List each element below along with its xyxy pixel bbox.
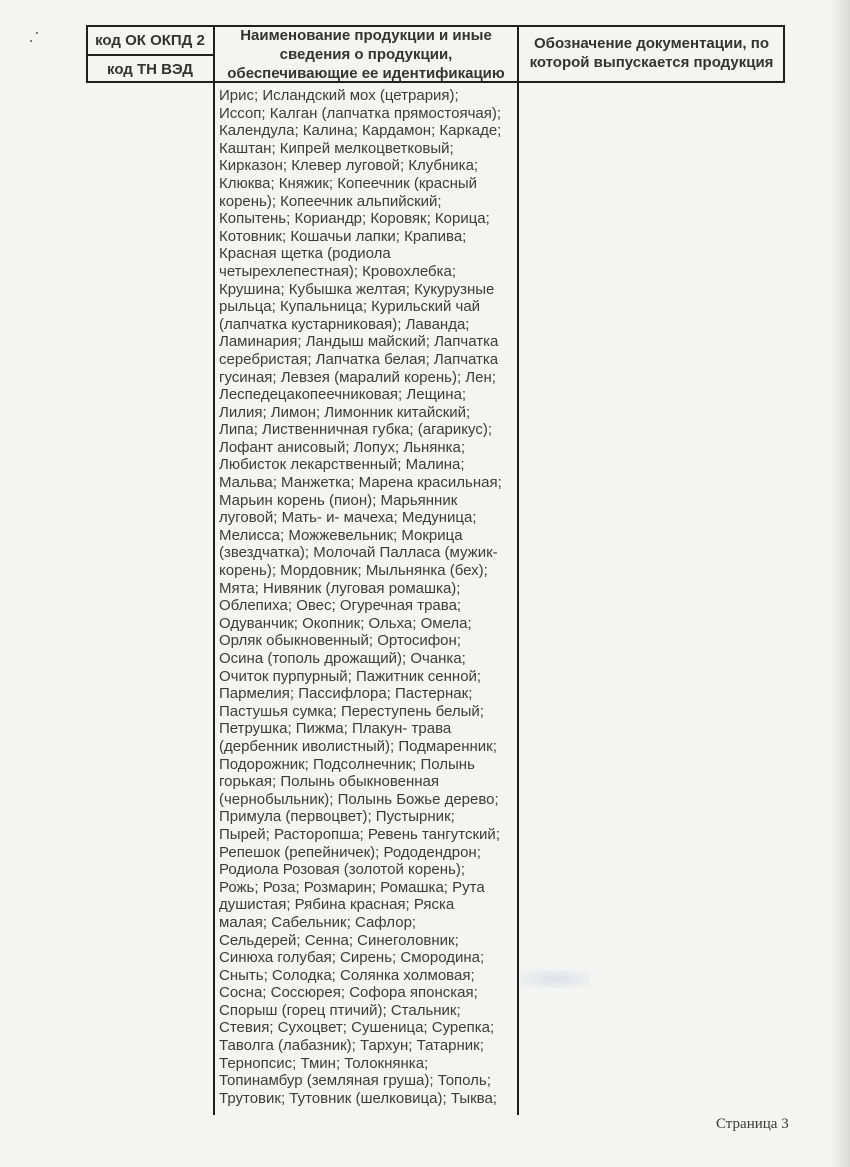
product-list-line: Клюква; Княжик; Копеечник (красный (219, 174, 478, 192)
product-list-line: Таволга (лабазник); Тархун; Татарник; (219, 1037, 484, 1055)
product-list-line: серебристая; Лапчатка белая; Лапчатка (219, 350, 499, 368)
product-list-line: Любисток лекарственный; Малина; (219, 456, 465, 474)
product-list-line: Каштан; Кипрей мелкоцветковый; (219, 139, 454, 157)
product-list-line: Ламинария; Ландыш майский; Лапчатка (219, 333, 499, 351)
product-list-line: Сельдерей; Сенна; Синеголовник; (219, 931, 459, 949)
product-list-line: Репешок (репейничек); Рододендрон; (219, 843, 481, 861)
product-list-line: Сосна; Соссюрея; Софора японская; (219, 984, 478, 1002)
product-list-line: Липа; Лиственничная губка; (агарикус); (219, 421, 493, 439)
product-list-line: Одуванчик; Окопник; Ольха; Омела; (219, 614, 472, 632)
product-list-line: Кирказон; Клевер луговой; Клубника; (219, 157, 479, 175)
product-list-line: Топинамбур (земляная груша); Тополь; (219, 1072, 491, 1090)
product-list-line: Тернопсис; Тмин; Толокнянка; (219, 1054, 429, 1072)
product-list-line: Родиола Розовая (золотой корень); (219, 861, 466, 879)
product-list-cell (219, 87, 517, 1107)
product-list-line: Петрушка; Пижма; Плакун- трава (219, 720, 452, 738)
product-list-line: Марьин корень (пион); Марьянник (219, 491, 458, 509)
product-list-line: Примула (первоцвет); Пустырник; (219, 808, 455, 826)
product-table (86, 25, 785, 1115)
product-list-line: Копытень; Кориандр; Коровяк; Корица; (219, 210, 490, 228)
product-list-line: луговой; Мать- и- мачеха; Медуница; (219, 509, 477, 527)
product-list-line: Синюха голубая; Сирень; Смородина; (219, 949, 485, 967)
product-list-line: Мята; Нивяник (луговая ромашка); (219, 579, 461, 597)
product-list-line: Пастушья сумка; Переступень белый; (219, 702, 484, 720)
scan-specks (30, 30, 50, 50)
product-list-line: Спорыш (горец птичий); Стальник; (219, 1001, 461, 1019)
header-tnved-code: код ТН ВЭД (107, 60, 193, 78)
product-list-line: Очиток пурпурный; Пажитник сенной; (219, 667, 482, 685)
product-list-line: Иссоп; Калган (лапчатка прямостоячая); (219, 104, 502, 122)
product-list-line: горькая; Полынь обыкновенная (219, 773, 440, 791)
product-list-line: Мальва; Манжетка; Марена красильная; (219, 474, 502, 492)
product-list-line: Орляк обыкновенный; Ортосифон; (219, 632, 461, 650)
header-documentation: Обозначение документации, по которой выпускается продукция (529, 35, 774, 71)
product-list-line: Пармелия; Пассифлора; Пастернак; (219, 685, 473, 703)
header-product-name: Наименование продукции и иные сведения о продукции, обеспечивающие ее идентификацию (227, 27, 505, 82)
product-list-line: (звездчатка); Молочай Палласа (мужик- (219, 544, 498, 562)
product-list-line: Подорожник; Подсолнечник; Полынь (219, 755, 475, 773)
product-list-line: Крушина; Кубышка желтая; Кукурузные (219, 280, 495, 298)
product-list-line: корень); Копеечник альпийский; (219, 192, 442, 210)
product-list-line: Котовник; Кошачьи лапки; Крапива; (219, 227, 467, 245)
product-list-line: (лапчатка кустарниковая); Лаванда; (219, 315, 470, 333)
product-list-line: Осина (тополь дрожащий); Очанка; (219, 650, 466, 667)
product-list-line: малая; Сабельник; Сафлор; (219, 913, 417, 931)
product-list-line: душистая; Рябина красная; Ряска (219, 896, 455, 914)
product-list-line: рыльца; Купальница; Курильский чай (219, 298, 481, 316)
product-list-line: Рожь; Роза; Розмарин; Ромашка; Рута (219, 878, 485, 896)
faint-stamp-mark (520, 970, 590, 988)
product-list-line: четырехлепестная); Кровохлебка; (219, 262, 456, 280)
product-list-line: (чернобыльник); Полынь Божье дерево; (219, 790, 499, 808)
product-list-line: Пырей; Расторопша; Ревень тангутский; (219, 825, 500, 843)
product-list-line: гусиная; Левзея (маралий корень); Лен; (219, 368, 496, 386)
header-split-line (86, 54, 214, 56)
header-okpd-code: код ОК ОКПД 2 (95, 31, 205, 49)
product-list-line: Календула; Калина; Кардамон; Каркаде; (219, 122, 502, 140)
product-list-line: Лилия; Лимон; Лимонник китайский; (219, 403, 471, 421)
product-list-line: (дербенник иволистный); Подмаренник; (219, 737, 497, 755)
product-list-line: Облепиха; Овес; Огуречная трава; (219, 597, 462, 615)
page-number: Страница 3 (716, 1116, 789, 1132)
product-list-line: Трутовик; Тутовник (шелковица); Тыква; (219, 1089, 497, 1107)
product-list-line: корень); Мордовник; Мыльнянка (бех); (219, 562, 488, 580)
product-list-line: Стевия; Сухоцвет; Сушеница; Сурепка; (219, 1019, 495, 1037)
product-list-line: Красная щетка (родиола (219, 245, 391, 263)
product-list-line: Лофант анисовый; Лопух; Льнянка; (219, 438, 466, 456)
product-list-line: Леспедецакопеечниковая; Лещина; (219, 386, 467, 404)
product-list-line: Ирис; Исландский мох (цетрария); (219, 87, 459, 104)
product-list-line: Мелисса; Можжевельник; Мокрица (219, 526, 463, 544)
scan-edge-shadow (830, 0, 850, 1167)
column-divider-2 (517, 25, 519, 1115)
column-divider-1 (213, 25, 215, 1115)
product-list-line: Сныть; Солодка; Солянка холмовая; (219, 966, 475, 984)
